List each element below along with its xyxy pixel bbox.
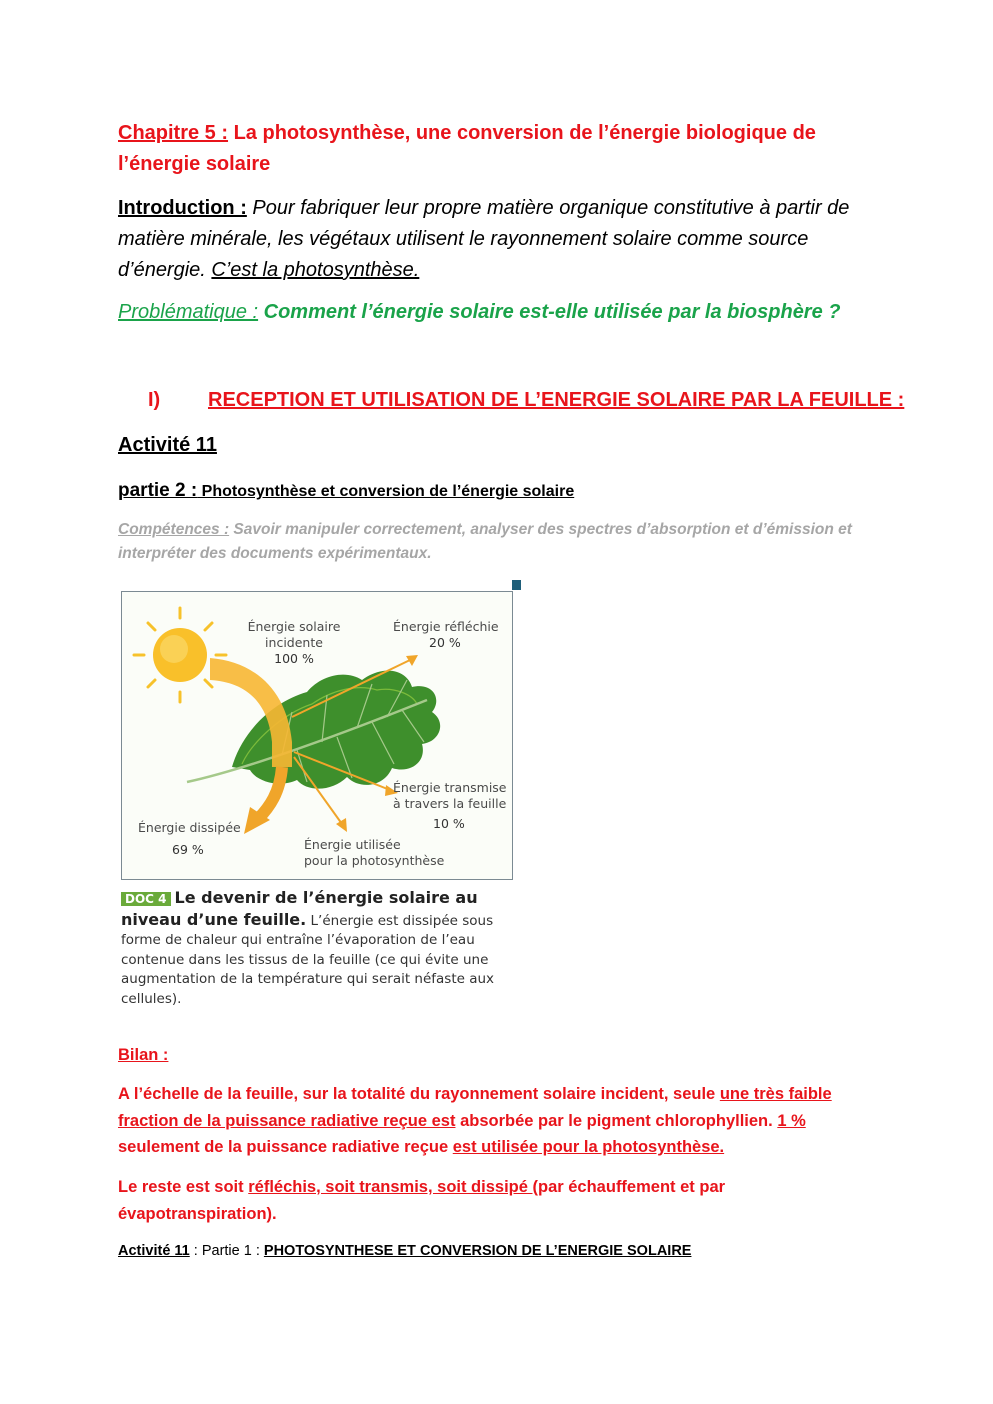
used-label: Énergie utilisée pour la photosynthèse — [304, 837, 445, 868]
sun-icon — [134, 608, 226, 702]
section-number: I) — [148, 389, 161, 411]
introduction-conclusion: C’est la photosynthèse. — [211, 259, 420, 281]
introduction — [118, 193, 888, 286]
bilan-paragraph-1: A l’échelle de la feuille, sur la totalité du rayonnement solaire incident, seule une très faible fraction de la puissance radiative reçue est absorbée par le pigment chlorophyllien. 1 % seulement de la puissance radiative reçue est utilisée pour la photosynthèse. — [118, 1085, 832, 1156]
introduction-text: Pour fabriquer leur propre matière organique constitutive à partir de matière minérale, les végétaux utilisent le rayonnement solaire comme source d’énergie. — [118, 197, 850, 281]
activity-title: Activité 11 — [118, 434, 217, 456]
competences — [118, 518, 878, 566]
problematique-label: Problématique : — [118, 301, 259, 323]
caption-text: L’énergie est dissipée sous forme de chaleur qui entraîne l’évaporation de l’eau contenue dans les tissus de la feuille (ce qui évite une augmentation de la température qui serait néfaste aux cellules). — [121, 912, 495, 1007]
energy-figure — [121, 591, 513, 880]
footer-sep: : Partie 1 : — [189, 1243, 264, 1259]
footer-title: PHOTOSYNTHESE ET CONVERSION DE L’ENERGIE SOLAIRE — [263, 1243, 692, 1259]
section-heading — [118, 386, 918, 414]
incident-label: Énergie solaire incidente 100 % — [247, 619, 341, 666]
footer-line — [118, 1241, 691, 1261]
doc-tag: DOC 4 — [121, 892, 171, 906]
figure-marker — [512, 580, 521, 590]
figure-caption — [121, 888, 521, 1009]
bilan-paragraph-2: Le reste est soit réfléchis, soit transmis, soit dissipé (par échauffement et par évapotranspiration). — [118, 1178, 726, 1223]
leaf-icon — [187, 671, 440, 789]
bilan-title: Bilan : — [118, 1046, 169, 1064]
chapter-label: Chapitre 5 : — [118, 122, 229, 144]
partie2-heading — [118, 478, 574, 505]
dissipated-label: Énergie dissipée 69 % — [138, 820, 241, 857]
caption-title: Le devenir de l’énergie solaire au niveau d’une feuille. — [121, 888, 478, 929]
footer-activity: Activité 11 — [118, 1243, 190, 1259]
section-title: RECEPTION ET UTILISATION DE L’ENERGIE SOLAIRE PAR LA FEUILLE : — [208, 389, 905, 411]
chapter-title: La photosynthèse, une conversion de l’énergie biologique de l’énergie solaire — [118, 122, 816, 175]
partie2-label: partie 2 : — [118, 480, 198, 501]
problematique — [118, 298, 918, 326]
problematique-question: Comment l’énergie solaire est-elle utilisée par la biosphère ? — [258, 301, 841, 323]
transmitted-label: Énergie transmise à travers la feuille 10 % — [393, 780, 507, 831]
chapter-heading — [118, 118, 878, 180]
reflected-label: Énergie réfléchie 20 % — [393, 619, 499, 650]
competences-text: Savoir manipuler correctement, analyser des spectres d’absorption et d’émission et interpréter des documents expérimentaux. — [118, 521, 852, 562]
competences-label: Compétences : — [118, 521, 230, 538]
introduction-label: Introduction : — [118, 197, 247, 219]
partie2-title: Photosynthèse et conversion de l’énergie solaire — [197, 483, 575, 500]
